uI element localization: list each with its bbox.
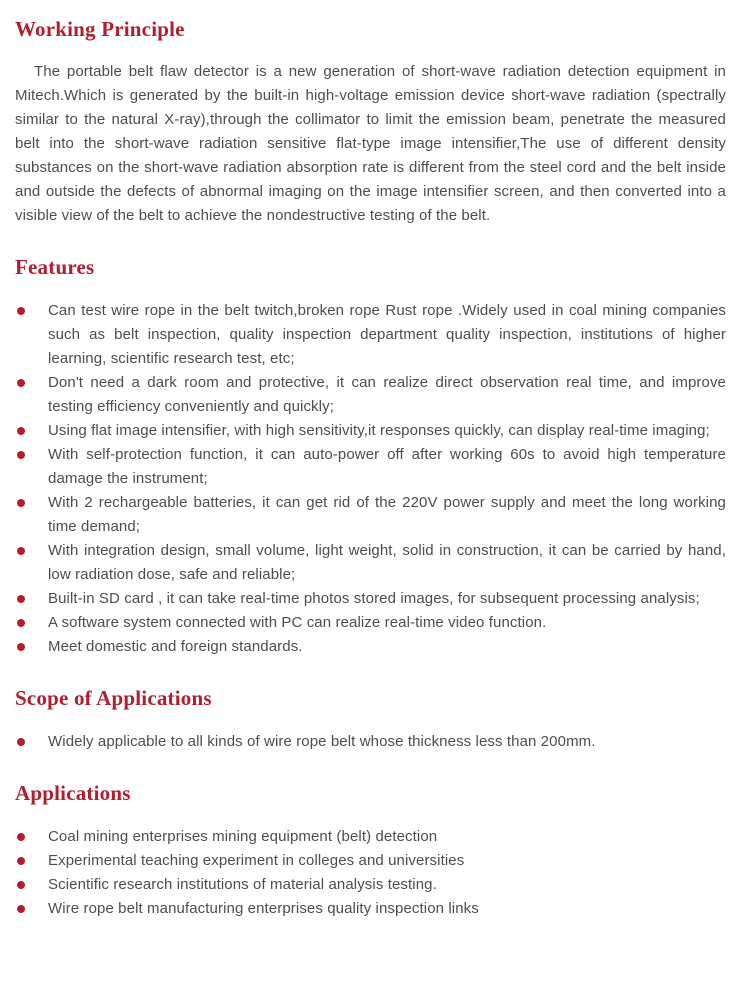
scope-of-applications-heading: Scope of Applications (15, 686, 212, 710)
list-item-text: Built-in SD card , it can take real-time photos stored images, for subsequent processing analysis; (48, 590, 700, 607)
bullet-icon (17, 619, 25, 627)
list-item-text: Coal mining enterprises mining equipment (belt) detection (48, 828, 438, 845)
list-item (15, 587, 726, 611)
list-item (15, 730, 726, 754)
list-item (15, 897, 726, 921)
list-item-text: With integration design, small volume, light weight, solid in construction, it can be carried by hand, low radiation dose, safe and reliable; (48, 542, 726, 583)
working-principle-heading: Working Principle (15, 17, 185, 41)
bullet-icon (17, 451, 25, 459)
list-item-text: Experimental teaching experiment in colleges and universities (48, 852, 465, 869)
bullet-icon (17, 307, 25, 315)
list-item-text: Meet domestic and foreign standards. (48, 638, 303, 655)
bullet-icon (17, 547, 25, 555)
applications-list (15, 825, 726, 921)
list-item (15, 443, 726, 491)
scope-list (15, 730, 726, 754)
bullet-icon (17, 857, 25, 865)
bullet-icon (17, 379, 25, 387)
bullet-icon (17, 499, 25, 507)
list-item (15, 635, 726, 659)
list-item-text: Don't need a dark room and protective, it can realize direct observation real time, and improve testing efficiency conveniently and quickly; (48, 374, 726, 415)
list-item-text: With 2 rechargeable batteries, it can get rid of the 220V power supply and meet the long working time demand; (48, 494, 726, 535)
list-item (15, 491, 726, 539)
bullet-icon (17, 427, 25, 435)
features-list (15, 299, 726, 659)
list-item (15, 299, 726, 371)
working-principle-paragraph: The portable belt flaw detector is a new generation of short-wave radiation detection equipment in Mitech.Which is generated by the built-in high-voltage emission device short-wave radiation (spectrally similar to the natural X-ray),through the collimator to limit the emission beam, penetrate the measured belt into the short-wave radiation sensitive flat-type image intensifier,The use of different density substances on the short-wave radiation absorption rate is different from the steel cord and the belt inside and outside the defects of abnormal imaging on the image intensifier screen, and then converted into a visible view of the belt to achieve the nondestructive testing of the belt. (15, 63, 726, 224)
bullet-icon (17, 643, 25, 651)
list-item-text: Widely applicable to all kinds of wire rope belt whose thickness less than 200mm. (48, 733, 596, 750)
list-item (15, 371, 726, 419)
features-heading: Features (15, 255, 95, 279)
list-item (15, 873, 726, 897)
list-item (15, 539, 726, 587)
bullet-icon (17, 595, 25, 603)
list-item-text: With self-protection function, it can auto-power off after working 60s to avoid high temperature damage the instrument; (48, 446, 726, 487)
list-item (15, 849, 726, 873)
bullet-icon (17, 738, 25, 746)
list-item-text: A software system connected with PC can realize real-time video function. (48, 614, 547, 631)
list-item-text: Scientific research institutions of material analysis testing. (48, 876, 437, 893)
list-item-text: Using flat image intensifier, with high sensitivity,it responses quickly, can display real-time imaging; (48, 422, 710, 439)
list-item (15, 419, 726, 443)
applications-heading: Applications (15, 781, 131, 805)
bullet-icon (17, 905, 25, 913)
list-item-text: Wire rope belt manufacturing enterprises quality inspection links (48, 900, 479, 917)
list-item (15, 825, 726, 849)
list-item (15, 611, 726, 635)
bullet-icon (17, 833, 25, 841)
bullet-icon (17, 881, 25, 889)
list-item-text: Can test wire rope in the belt twitch,broken rope Rust rope .Widely used in coal mining companies such as belt inspection, quality inspection department quality inspection, institutions of higher learning, scientific research test, etc; (48, 302, 726, 367)
